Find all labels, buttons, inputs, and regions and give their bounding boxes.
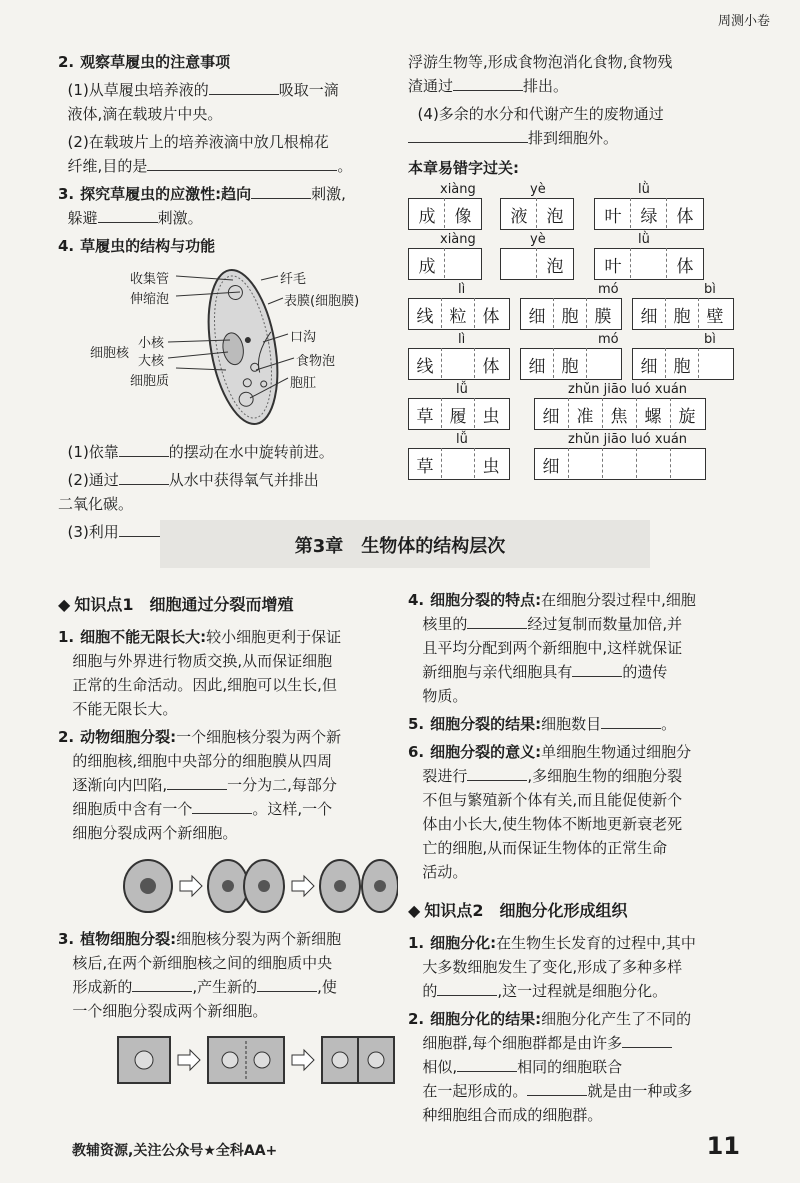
rb-k2-t4b: 就是由一种或多 (587, 1082, 693, 1100)
answer-blank[interactable] (437, 979, 497, 996)
pinyin: yè (530, 182, 546, 197)
rb-k1-t3a: 的 (422, 982, 438, 1000)
rb-q6-t6: 活动。 (422, 863, 468, 881)
rb-q6-t2a: 裂进行 (422, 767, 468, 785)
answer-blank[interactable] (209, 78, 279, 95)
grid-divider (553, 348, 554, 378)
lb-q2-t3a: 逐渐向内凹陷, (72, 776, 168, 794)
rb-q4-bold: 细胞分裂的特点: (430, 591, 542, 609)
diamond-icon: ◆ (408, 901, 421, 920)
char: 细 (528, 357, 546, 377)
diamond-icon: ◆ (58, 595, 71, 614)
lb-q3-t1: 细胞核分裂为两个新细胞 (176, 930, 342, 948)
char: 胞 (673, 307, 691, 327)
lb-q3-t3a: 形成新的 (72, 978, 133, 996)
char: 细 (640, 307, 658, 327)
rb-k1-t1: 在生物生长发育的过程中,其中 (496, 934, 696, 952)
lb-q3-bold: 植物细胞分裂: (80, 930, 177, 948)
rb-q6-t4: 体由小长大,使生物体不断地更新衰老死 (422, 815, 683, 833)
rb-q4 (408, 588, 778, 708)
pinyin: xiàng (440, 232, 476, 247)
answer-blank[interactable] (467, 612, 527, 629)
lb-q2-t3b: 一分为二,每部分 (227, 776, 337, 794)
grid-divider (630, 198, 631, 228)
answer-blank[interactable] (98, 206, 158, 223)
answer-blank[interactable] (527, 1079, 587, 1096)
char: 草 (416, 457, 434, 477)
lb-q1-number: 1. (58, 628, 75, 646)
grid-divider (553, 298, 554, 328)
kp2-text: 知识点2 细胞分化形成组织 (424, 901, 628, 920)
answer-blank[interactable] (467, 764, 527, 781)
answer-blank[interactable] (408, 126, 528, 143)
char: 细 (542, 457, 560, 477)
grid-divider (474, 348, 475, 378)
pinyin: mó (598, 332, 619, 347)
char: 线 (416, 307, 434, 327)
char: 粒 (449, 307, 467, 327)
label-membrane: 表膜(细胞膜) (284, 294, 360, 309)
grid-divider (441, 348, 442, 378)
plant-cell-svg (58, 1029, 398, 1089)
char: 体 (482, 307, 500, 327)
right-top-column (408, 50, 778, 484)
plant-cell-division-figure (58, 1029, 398, 1089)
char: 细 (528, 307, 546, 327)
grid-divider (665, 298, 666, 328)
pinyin: bì (704, 332, 716, 347)
answer-blank[interactable] (167, 773, 227, 790)
label-contractile-vacuole: 伸缩泡 (130, 292, 170, 307)
label-cilia: 纤毛 (280, 272, 307, 287)
left-top-column (58, 50, 398, 548)
pinyin: lǜ (638, 232, 650, 247)
rb-k1-bold: 细胞分化: (430, 934, 497, 952)
header-tag: 周测小卷 (717, 14, 770, 29)
cont-text-2: 渣通过 (408, 77, 454, 95)
grid-divider (666, 198, 667, 228)
q4-3-text: (3)利用 (67, 523, 119, 541)
pinyin: lǚ (456, 382, 468, 397)
rb-k2 (408, 1007, 778, 1127)
pinyin: zhǔn jiāo luó xuán (568, 382, 688, 397)
right-bottom-column (408, 588, 778, 1131)
grid-divider (698, 348, 699, 378)
lb-q3-t2: 核后,在两个新细胞核之间的细胞质中央 (72, 954, 333, 972)
grid-divider (568, 448, 569, 478)
grid-divider (636, 398, 637, 428)
lb-q1-t2: 细胞与外界进行物质交换,从而保证细胞 (72, 652, 333, 670)
grid-divider (602, 398, 603, 428)
grid-divider (698, 298, 699, 328)
q4-2-line (58, 468, 398, 516)
rb-k2-bold: 细胞分化的结果: (430, 1010, 542, 1028)
char: 成 (418, 257, 436, 277)
lb-q1 (58, 625, 398, 721)
typo-grid (408, 184, 778, 476)
char: 胞 (561, 357, 579, 377)
label-oral-groove: 口沟 (290, 330, 317, 345)
answer-blank[interactable] (453, 74, 523, 91)
lb-q3-t3c: ,使 (317, 978, 337, 996)
page-number: 11 (706, 1132, 740, 1160)
char: 成 (418, 207, 436, 227)
pinyin: bì (704, 282, 716, 297)
q2-2-text-c: 。 (337, 157, 353, 175)
rb-k1-t3b: ,这一过程就是细胞分化。 (497, 982, 668, 1000)
char: 螺 (644, 407, 662, 427)
q4-2-text-c: 二氧化碳。 (58, 495, 134, 513)
pinyin: lì (458, 282, 466, 297)
grid-divider (665, 348, 666, 378)
answer-blank[interactable] (257, 975, 317, 992)
char: 膜 (594, 307, 612, 327)
char: 胞 (673, 357, 691, 377)
label-big-nucleus: 大核 (138, 354, 165, 369)
lb-q2-bold: 动物细胞分裂: (80, 728, 177, 746)
char: 体 (676, 207, 694, 227)
grid-divider (441, 448, 442, 478)
rb-k2-t3a: 相似, (422, 1058, 458, 1076)
grid-divider (441, 298, 442, 328)
q4-1-text-b: 的摆动在水中旋转前进。 (168, 443, 334, 461)
typo-row (408, 284, 778, 326)
grid-divider (474, 298, 475, 328)
grid-divider (536, 248, 537, 278)
pinyin: lǚ (456, 432, 468, 447)
grid-divider (670, 448, 671, 478)
label-collector: 收集管 (130, 272, 170, 287)
q2-2-text: (2)在载玻片上的培养液滴中放几根棉花 (67, 133, 329, 151)
answer-blank[interactable] (457, 1055, 517, 1072)
rb-k2-number: 2. (408, 1010, 425, 1028)
char: 泡 (546, 257, 564, 277)
answer-blank[interactable] (132, 975, 192, 992)
char: 虫 (482, 407, 500, 427)
lb-q3-t3b: ,产生新的 (192, 978, 258, 996)
rb-q6-t2b: ,多细胞生物的细胞分裂 (527, 767, 683, 785)
typo-heading: 本章易错字过关: (408, 159, 519, 177)
paramecium-diagram (58, 262, 398, 432)
knowledge-point-1 (58, 592, 398, 615)
rb-q5-bold: 细胞分裂的结果: (430, 715, 542, 733)
rb-q4-t4b: 的遗传 (622, 663, 668, 681)
char: 像 (454, 207, 472, 227)
lb-q2 (58, 725, 398, 845)
footer-text: 教辅资源,关注公众号★全科AA+ (72, 1143, 278, 1159)
q2-title-line (58, 50, 398, 74)
lb-q2-t4b: 。这样,一个 (252, 800, 333, 818)
pinyin: xiàng (440, 182, 476, 197)
lb-q2-number: 2. (58, 728, 75, 746)
grid-divider (568, 398, 569, 428)
lb-q1-t3: 正常的生命活动。因此,细胞可以生长,但 (72, 676, 337, 694)
typo-row (408, 184, 778, 226)
rb-k1 (408, 931, 778, 1003)
char: 泡 (546, 207, 564, 227)
q2-1-text: (1)从草履虫培养液的 (67, 81, 209, 99)
q3-number: 3. (58, 185, 75, 203)
answer-blank[interactable] (622, 1031, 672, 1048)
rb-q4-t1: 在细胞分裂过程中,细胞 (541, 591, 696, 609)
grid-divider (444, 198, 445, 228)
cont-text-4: 排到细胞外。 (528, 129, 619, 147)
lb-q2-t2: 的细胞核,细胞中央部分的细胞膜从四周 (72, 752, 333, 770)
q4-1-line (58, 440, 398, 464)
animal-cell-division-figure (58, 851, 398, 921)
lb-q3 (58, 927, 398, 1023)
label-nucleus: 细胞核 (90, 346, 130, 361)
q4-number: 4. (58, 237, 75, 255)
rb-q4-t2b: 经过复制而数量加倍,并 (527, 615, 683, 633)
grid-divider (444, 248, 445, 278)
q4-title: 草履虫的结构与功能 (80, 237, 216, 255)
grid-divider (602, 448, 603, 478)
char: 虫 (482, 457, 500, 477)
q3-text-d: 刺激。 (157, 209, 203, 227)
left-bottom-column (58, 592, 398, 1095)
grid-divider (474, 398, 475, 428)
char: 绿 (640, 207, 658, 227)
q2-number: 2. (58, 53, 75, 71)
char: 细 (640, 357, 658, 377)
char: 履 (449, 407, 467, 427)
pinyin: zhǔn jiāo luó xuán (568, 432, 688, 447)
rb-k2-t3b: 相同的细胞联合 (517, 1058, 623, 1076)
q3-line (58, 182, 398, 230)
lb-q2-t5: 细胞分裂成两个新细胞。 (72, 824, 238, 842)
rb-q5-number: 5. (408, 715, 425, 733)
char: 草 (416, 407, 434, 427)
typo-row (408, 384, 778, 426)
char: 旋 (678, 407, 696, 427)
chapter-title: 第3章 生物体的结构层次 (294, 536, 506, 557)
typo-row (408, 434, 778, 476)
grid-divider (586, 298, 587, 328)
char: 准 (576, 407, 594, 427)
animal-cell-svg (58, 851, 398, 921)
rb-k2-t5: 种细胞组合而成的细胞群。 (422, 1106, 603, 1124)
char: 液 (510, 207, 528, 227)
answer-blank[interactable] (192, 797, 252, 814)
cont-text-1: 浮游生物等,形成食物泡消化食物,食物残 (408, 53, 673, 71)
grid-divider (474, 448, 475, 478)
q2-1-text-b: 吸取一滴 (278, 81, 339, 99)
grid-divider (666, 248, 667, 278)
q4-3-continued (408, 50, 778, 98)
rb-q5-text: 细胞数目 (541, 715, 602, 733)
char: 细 (542, 407, 560, 427)
rb-q6 (408, 740, 778, 884)
rb-k2-t1: 细胞分化产生了不同的 (541, 1010, 692, 1028)
answer-blank[interactable] (601, 712, 661, 729)
grid-divider (586, 348, 587, 378)
char: 叶 (604, 207, 622, 227)
char: 焦 (610, 407, 628, 427)
kp1-text: 知识点1 细胞通过分裂而增殖 (74, 595, 294, 614)
typo-row (408, 334, 778, 376)
lb-q1-t1: 较小细胞更利于保证 (206, 628, 342, 646)
rb-q4-t2a: 核里的 (422, 615, 468, 633)
rb-q4-t5: 物质。 (422, 687, 468, 705)
answer-blank[interactable] (251, 182, 311, 199)
rb-q5 (408, 712, 778, 736)
lb-q2-t1: 一个细胞核分裂为两个新 (176, 728, 342, 746)
rb-q4-t3: 且平均分配到两个新细胞中,这样就保证 (422, 639, 683, 657)
q4-1-text: (1)依靠 (67, 443, 119, 461)
q3-text: 探究草履虫的应激性:趋向 (80, 185, 252, 203)
lb-q3-number: 3. (58, 930, 75, 948)
lb-q3-t4: 一个细胞分裂成两个新细胞。 (72, 1002, 268, 1020)
rb-q6-t3: 不但与繁殖新个体有关,而且能促使新个 (422, 791, 683, 809)
cont-text-3: (4)多余的水分和代谢产生的废物通过 (417, 105, 664, 123)
grid-divider (670, 398, 671, 428)
char: 胞 (561, 307, 579, 327)
lb-q2-t4a: 细胞质中含有一个 (72, 800, 193, 818)
grid-divider (536, 198, 537, 228)
rb-k2-t4a: 在一起形成的。 (422, 1082, 528, 1100)
q4-2-text: (2)通过 (67, 471, 119, 489)
rb-k2-t2: 细胞群,每个细胞群都是由许多 (422, 1034, 623, 1052)
q2-1-text-c: 液体,滴在载玻片中央。 (67, 105, 223, 123)
label-anal-pore: 胞肛 (290, 376, 317, 391)
char: 壁 (706, 307, 724, 327)
q4-title-line (58, 234, 398, 258)
pinyin: lǜ (638, 182, 650, 197)
rb-q4-t4a: 新细胞与亲代细胞具有 (422, 663, 573, 681)
rb-q6-number: 6. (408, 743, 425, 761)
pinyin: mó (598, 282, 619, 297)
char: 叶 (604, 257, 622, 277)
grid-divider (441, 398, 442, 428)
answer-blank[interactable] (572, 660, 622, 677)
grid-divider (636, 448, 637, 478)
q4-2-text-b: 从水中获得氧气并排出 (168, 471, 319, 489)
label-food-vacuole: 食物泡 (296, 354, 336, 369)
label-small-nucleus: 小核 (138, 336, 165, 351)
typo-row (408, 234, 778, 276)
pinyin: yè (530, 232, 546, 247)
q2-title: 观察草履虫的注意事项 (80, 53, 231, 71)
label-cytoplasm: 细胞质 (130, 374, 170, 389)
q2-1-line (58, 78, 398, 126)
q3-text-c: 躲避 (67, 209, 98, 227)
rb-q4-number: 4. (408, 591, 425, 609)
answer-blank[interactable] (119, 440, 169, 457)
answer-blank[interactable] (147, 154, 337, 171)
q3-text-b: 刺激, (311, 185, 346, 203)
rb-q6-t1: 单细胞生物通过细胞分 (541, 743, 692, 761)
grid-divider (630, 248, 631, 278)
q2-2-line (58, 130, 398, 178)
q4-4-line (408, 102, 778, 150)
char: 体 (482, 357, 500, 377)
knowledge-point-2 (408, 898, 778, 921)
rb-q5-end: 。 (661, 715, 677, 733)
char: 线 (416, 357, 434, 377)
cont-text-2b: 排出。 (523, 77, 569, 95)
rb-q6-bold: 细胞分裂的意义: (430, 743, 542, 761)
rb-k1-t2: 大多数细胞发生了变化,形成了多种多样 (422, 958, 683, 976)
char: 体 (676, 257, 694, 277)
lb-q1-t4: 不能无限长大。 (72, 700, 178, 718)
pinyin: lì (458, 332, 466, 347)
q2-2-text-b: 纤维,目的是 (67, 157, 148, 175)
lb-q1-bold: 细胞不能无限长大: (80, 628, 207, 646)
rb-q6-t5: 亡的细胞,从而保证生物体的正常生命 (422, 839, 668, 857)
answer-blank[interactable] (119, 468, 169, 485)
rb-k1-number: 1. (408, 934, 425, 952)
